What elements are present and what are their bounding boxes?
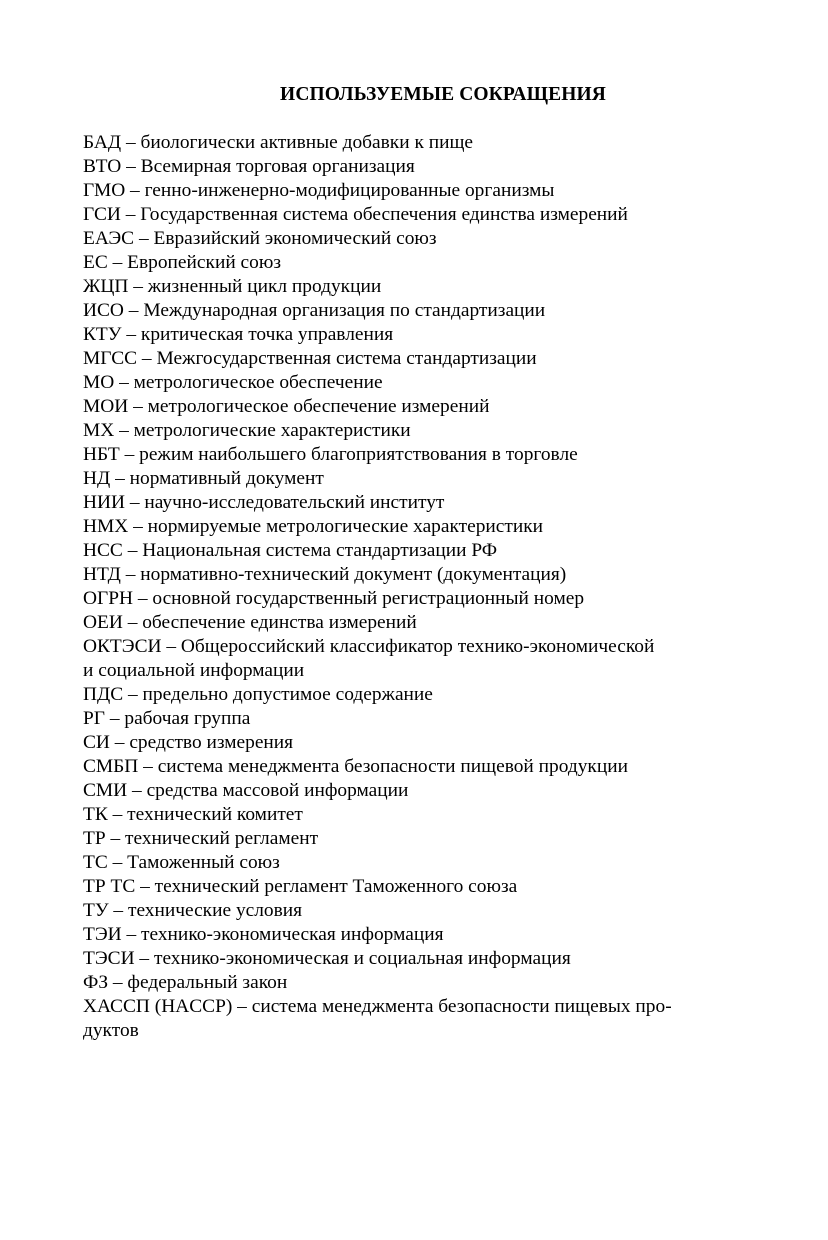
abbreviation-text: ОГРН – основной государственный регистрационный номер — [83, 588, 585, 609]
list-item — [83, 467, 743, 491]
abbreviation-text: НД – нормативный документ — [83, 468, 324, 489]
list-item — [83, 371, 743, 395]
abbreviation-text: ТР – технический регламент — [83, 828, 319, 849]
abbreviation-text: ТР ТС – технический регламент Таможенного союза — [83, 876, 518, 897]
page-title: ИСПОЛЬЗУЕМЫЕ СОКРАЩЕНИЯ — [280, 84, 606, 105]
list-item — [83, 155, 743, 179]
abbreviation-text: ИСО – Международная организация по стандартизации — [83, 300, 546, 321]
abbreviation-text: МХ – метрологические характеристики — [83, 420, 411, 441]
list-item — [83, 995, 743, 1043]
abbreviation-text: ТЭСИ – технико-экономическая и социальная информация — [83, 948, 571, 969]
list-item — [83, 179, 743, 203]
abbreviation-text: ГМО – генно-инженерно-модифицированные организмы — [83, 180, 555, 201]
list-item — [83, 323, 743, 347]
abbreviation-text: ЕАЭС – Евразийский экономический союз — [83, 228, 437, 249]
abbreviation-text: ЕС – Европейский союз — [83, 252, 281, 273]
list-item — [83, 875, 743, 899]
list-item — [83, 899, 743, 923]
abbreviation-text: НМХ – нормируемые метрологические характеристики — [83, 516, 544, 537]
list-item — [83, 827, 743, 851]
list-item — [83, 731, 743, 755]
abbreviation-text: ТК – технический комитет — [83, 804, 303, 825]
list-item — [83, 515, 743, 539]
list-item — [83, 707, 743, 731]
abbreviation-list — [83, 131, 743, 1043]
list-item — [83, 563, 743, 587]
list-item — [83, 275, 743, 299]
list-item — [83, 587, 743, 611]
list-item — [83, 635, 743, 683]
abbreviation-text: ГСИ – Государственная система обеспечения единства измерений — [83, 204, 628, 225]
abbreviation-text-continuation: дуктов — [83, 1020, 139, 1041]
abbreviation-text: СИ – средство измерения — [83, 732, 294, 753]
abbreviation-text: ОЕИ – обеспечение единства измерений — [83, 612, 417, 633]
list-item — [83, 419, 743, 443]
list-item — [83, 683, 743, 707]
abbreviation-text: ВТО – Всемирная торговая организация — [83, 156, 415, 177]
abbreviation-text: МО – метрологическое обеспечение — [83, 372, 383, 393]
abbreviation-text: ПДС – предельно допустимое содержание — [83, 684, 433, 705]
list-item — [83, 395, 743, 419]
list-item — [83, 299, 743, 323]
list-item — [83, 203, 743, 227]
abbreviation-text: ТУ – технические условия — [83, 900, 303, 921]
abbreviation-text: ТС – Таможенный союз — [83, 852, 280, 873]
abbreviation-text: РГ – рабочая группа — [83, 708, 251, 729]
abbreviation-text: МОИ – метрологическое обеспечение измерений — [83, 396, 490, 417]
list-item — [83, 539, 743, 563]
list-item — [83, 251, 743, 275]
abbreviation-text: НИИ – научно-исследовательский институт — [83, 492, 445, 513]
list-item — [83, 755, 743, 779]
abbreviation-text: ФЗ – федеральный закон — [83, 972, 288, 993]
abbreviation-text: ОКТЭСИ – Общероссийский классификатор технико-экономической — [83, 636, 655, 657]
list-item — [83, 923, 743, 947]
list-item — [83, 851, 743, 875]
abbreviation-text: ХАССП (HACCP) – система менеджмента безопасности пищевых про- — [83, 996, 672, 1017]
list-item — [83, 491, 743, 515]
abbreviation-text: КТУ – критическая точка управления — [83, 324, 394, 345]
list-item — [83, 443, 743, 467]
abbreviation-text: БАД – биологически активные добавки к пище — [83, 132, 474, 153]
abbreviation-text: ТЭИ – технико-экономическая информация — [83, 924, 444, 945]
abbreviation-text: СМИ – средства массовой информации — [83, 780, 409, 801]
list-item — [83, 611, 743, 635]
abbreviation-text: ЖЦП – жизненный цикл продукции — [83, 276, 382, 297]
list-item — [83, 227, 743, 251]
list-item — [83, 131, 743, 155]
abbreviation-text-continuation: и социальной информации — [83, 660, 305, 681]
list-item — [83, 779, 743, 803]
abbreviation-text: СМБП – система менеджмента безопасности пищевой продукции — [83, 756, 628, 777]
abbreviation-text: НБТ – режим наибольшего благоприятствования в торговле — [83, 444, 578, 465]
list-item — [83, 947, 743, 971]
list-item — [83, 347, 743, 371]
abbreviation-text: НСС – Национальная система стандартизации РФ — [83, 540, 498, 561]
abbreviation-text: НТД – нормативно-технический документ (документация) — [83, 564, 567, 585]
list-item — [83, 803, 743, 827]
abbreviation-text: МГСС – Межгосударственная система стандартизации — [83, 348, 537, 369]
list-item — [83, 971, 743, 995]
